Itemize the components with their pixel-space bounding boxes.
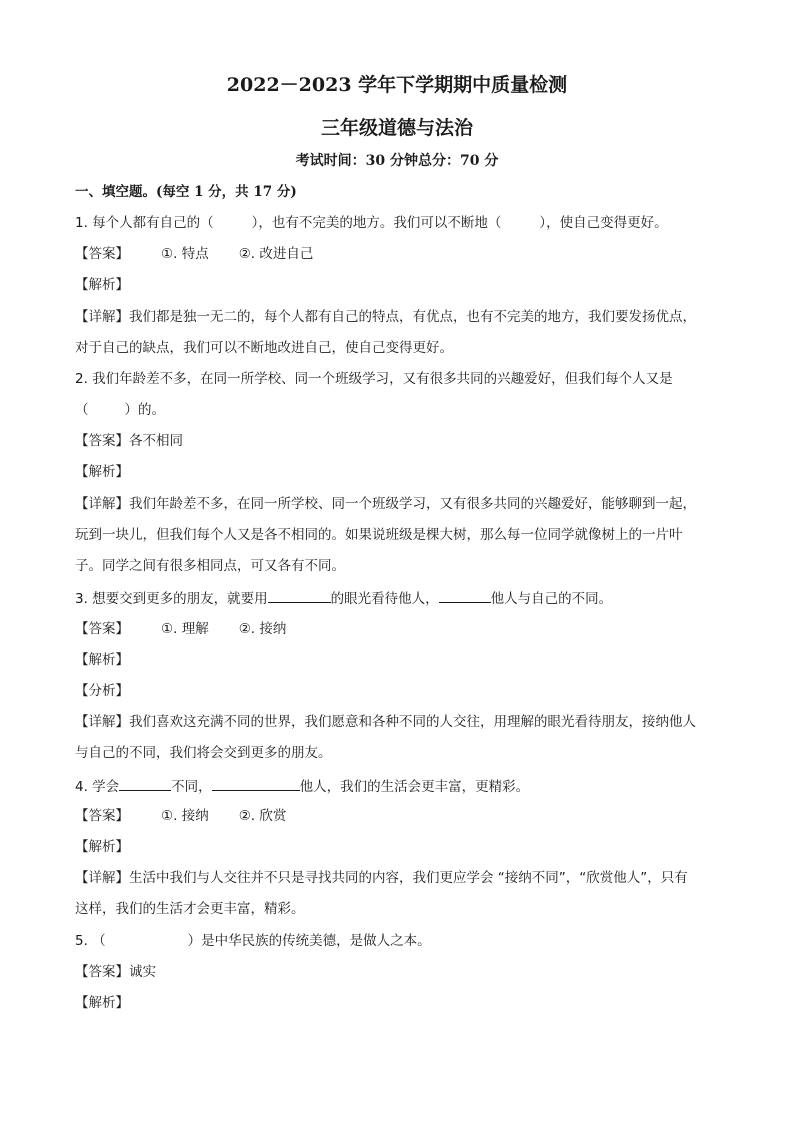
detail-text: 对于自己的缺点，我们可以不断地改进自己，使自己变得更好。 — [75, 340, 453, 356]
answer-value: 特点 — [181, 246, 209, 262]
answer-value: 各不相同 — [129, 433, 183, 449]
answer-label: 【答案】 — [75, 964, 129, 980]
detail-row — [75, 713, 696, 731]
answer-row — [75, 963, 156, 981]
detail-text: 这样，我们的生活才会更丰富，精彩。 — [75, 901, 305, 917]
analysis-label: 【解析】 — [75, 995, 129, 1011]
answer-value: 理解 — [181, 621, 209, 637]
answer-label: 【答案】 — [75, 621, 129, 637]
answer-label: 【答案】 — [75, 808, 129, 824]
fill-blank-line — [439, 588, 491, 603]
detail-text: 子。同学之间有很多相同点，可又各有不同。 — [75, 558, 345, 574]
analysis-label: 【解析】 — [75, 839, 129, 855]
detail-label: 【详解】 — [75, 870, 129, 886]
answer-row — [75, 620, 286, 638]
fill-blank-line — [212, 776, 300, 791]
question-text: 他人，我们的生活会更丰富，更精彩。 — [299, 779, 530, 795]
question-text: ）是中华民族的传统美德，是做人之本。 — [187, 933, 431, 949]
question-text: 1. 每个人都有自己的（ — [75, 215, 214, 231]
question-4 — [75, 776, 529, 796]
answer-number: ②. — [238, 246, 256, 262]
page-subtitle: 三年级道德与法治 — [320, 117, 473, 139]
answer-number: ①. — [161, 246, 178, 262]
question-2: 2. 我们年龄差不多，在同一所学校、同一个班级学习，又有很多共同的兴趣爱好，但我们每个人又是 — [75, 371, 673, 387]
detail-text: 生活中我们与人交往并不只是寻找共同的内容，我们更应学会 “接纳不同”，“欣赏他人”，只有 — [129, 870, 688, 886]
detail-text: 与自己的不同，我们将会交到更多的朋友。 — [75, 745, 332, 761]
detail-row — [75, 495, 696, 513]
question-text: 5. （ — [75, 933, 106, 949]
answer-number: ①. — [161, 808, 178, 824]
fenxi-label: 【分析】 — [75, 683, 129, 699]
detail-text: 玩到一块儿，但我们每个人又是各不相同的。如果说班级是棵大树，那么每一位同学就像树上的一片叶 — [75, 527, 683, 543]
question-text: 的眼光看待他人， — [330, 591, 439, 607]
answer-value: 接纳 — [181, 808, 209, 824]
detail-text: 我们喜欢这充满不同的世界，我们愿意和各种不同的人交往，用理解的眼光看待朋友，接纳他人 — [129, 714, 696, 730]
detail-label: 【详解】 — [75, 496, 129, 512]
detail-label: 【详解】 — [75, 714, 129, 730]
question-text: 不同， — [171, 779, 212, 795]
answer-value: 诚实 — [129, 964, 156, 980]
answer-label: 【答案】 — [75, 246, 129, 262]
question-text: 他人与自己的不同。 — [490, 591, 613, 607]
answer-row — [75, 432, 183, 450]
answer-label: 【答案】 — [75, 433, 129, 449]
answer-number: ②. — [238, 808, 256, 824]
question-text: ），也有不完美的地方。我们可以不断地（ — [251, 215, 502, 231]
page-title: 2022－2023 学年下学期期中质量检测 — [226, 74, 568, 96]
detail-row — [75, 308, 696, 326]
question-text: ），使自己变得更好。 — [539, 215, 668, 231]
question-text: 4. 学会 — [75, 779, 120, 795]
analysis-label: 【解析】 — [75, 652, 129, 668]
detail-text: 我们都是独一无二的，每个人都有自己的特点，有优点，也有不完美的地方，我们要发扬优点， — [129, 309, 696, 325]
answer-number: ②. — [238, 621, 256, 637]
fill-blank-line — [268, 588, 331, 603]
question-text — [75, 401, 165, 419]
answer-value: 改进自己 — [259, 246, 314, 262]
question-text: （ — [75, 402, 89, 418]
answer-value: 接纳 — [259, 621, 287, 637]
answer-row — [75, 245, 313, 263]
analysis-label: 【解析】 — [75, 464, 129, 480]
question-text: ）的。 — [124, 402, 165, 418]
answer-value: 欣赏 — [259, 808, 287, 824]
question-5 — [75, 932, 431, 950]
detail-text: 我们年龄差不多，在同一所学校、同一个班级学习，又有很多共同的兴趣爱好，能够聊到一起， — [129, 496, 696, 512]
analysis-label: 【解析】 — [75, 277, 129, 293]
question-text: 3. 想要交到更多的朋友，就要用 — [75, 591, 268, 607]
answer-number: ①. — [161, 621, 178, 637]
detail-label: 【详解】 — [75, 309, 129, 325]
answer-row — [75, 807, 286, 825]
section-heading: 一、填空题。(每空 1 分，共 17 分) — [75, 184, 297, 200]
exam-info: 考试时间：30 分钟总分：70 分 — [295, 153, 499, 169]
detail-row — [75, 869, 688, 887]
question-1 — [75, 214, 668, 232]
question-3 — [75, 588, 612, 608]
fill-blank-line — [119, 776, 171, 791]
